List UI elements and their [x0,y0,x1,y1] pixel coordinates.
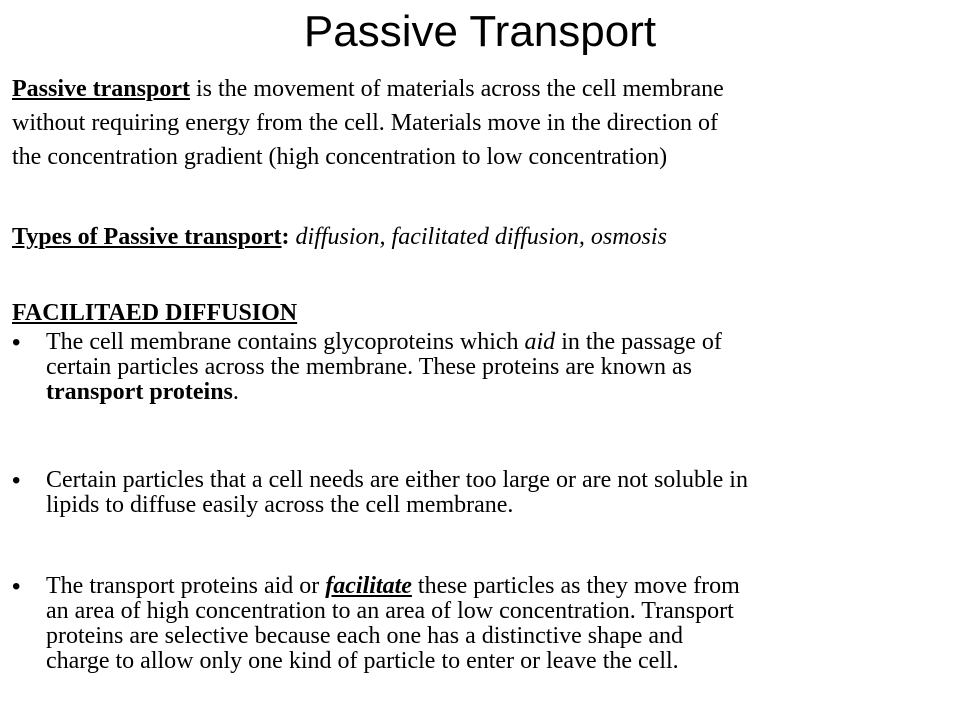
bullet-item [12,468,960,518]
bullet-3-line-1 [46,574,960,599]
bullet-3-text: The transport proteins aid or [46,573,326,599]
bullet-3-emphasis: facilitate [325,573,412,599]
bullet-1-text: The cell membrane contains glycoproteins which [46,329,525,355]
intro-term: Passive transport [12,76,190,102]
types-colon: : [281,224,290,250]
types-label: Types of Passive transport [12,224,282,250]
bullet-3-text-end: these particles as they move from [411,573,740,599]
intro-line-2: without requiring energy from the cell. Materials move in the direction of [12,110,719,136]
bullet-1-period: . [232,379,239,405]
bullet-icon: • [12,329,21,356]
intro-line-1-rest: is the movement of materials across the cell membrane [189,76,724,102]
bullet-item [12,574,960,674]
bullet-3-line-3: proteins are selective because each one has a distinctive shape and [46,623,684,649]
bullet-2-line-1: Certain particles that a cell needs are either too large or are not soluble in [46,467,748,493]
bullet-1-line-3 [46,380,960,405]
bullet-item [12,330,960,405]
bullet-1-emphasis: aid [524,329,556,355]
bullet-1-line-1 [46,330,960,355]
types-list: diffusion, facilitated diffusion, osmosis [295,224,667,250]
bullet-3-line-4: charge to allow only one kind of particle to enter or leave the cell. [46,648,679,674]
bullet-3-line-2: an area of high concentration to an area of low concentration. Transport [46,598,734,624]
bullet-1-text-end: in the passage of [555,329,722,355]
intro-line-1 [12,72,952,106]
section-heading: FACILITAED DIFFUSION [12,300,298,326]
bullet-icon: • [12,467,21,494]
types-line [12,220,952,254]
intro-line-3: the concentration gradient (high concentration to low concentration) [12,144,668,170]
bullet-icon: • [12,573,21,600]
slide-title: Passive Transport [303,7,657,56]
bullet-1-line-2: certain particles across the membrane. These proteins are known as [46,354,692,380]
intro-paragraph [12,72,952,174]
bullet-1-bold-term: transport proteins [46,379,233,405]
bullet-2-line-2: lipids to diffuse easily across the cell membrane. [46,492,514,518]
